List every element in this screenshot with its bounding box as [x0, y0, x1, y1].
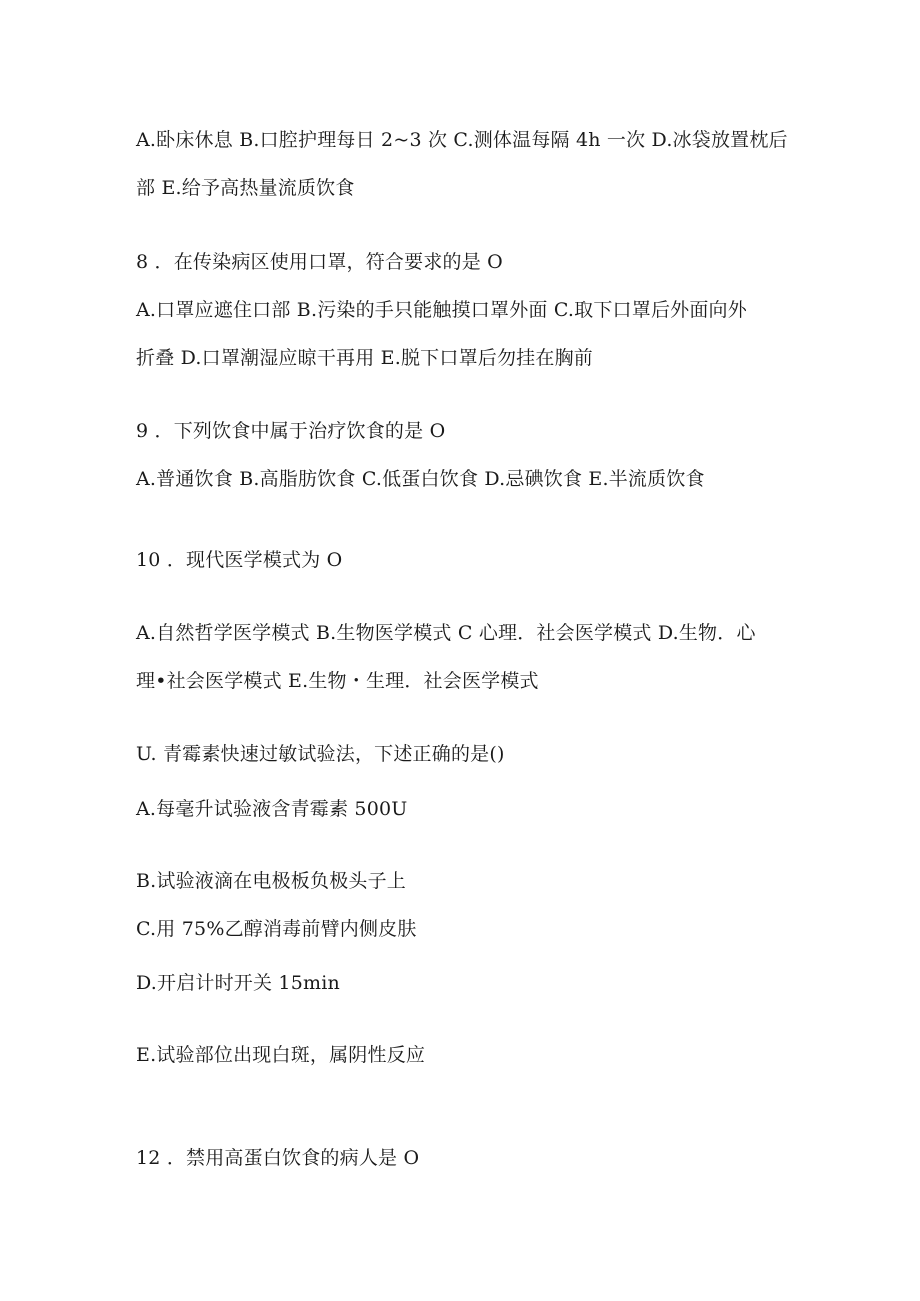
q10-options-line-2: 理•社会医学模式 E.生物・生理．社会医学模式: [136, 670, 539, 692]
q8-options-line-1: A.口罩应遮住口部 B.污染的手只能触摸口罩外面 C.取下口罩后外面向外: [136, 299, 747, 321]
q10-options-line-1: A.自然哲学医学模式 B.生物医学模式 C 心理．社会医学模式 D.生物．心: [136, 622, 756, 644]
q8-options-line-2: 折叠 D.口罩潮湿应晾干再用 E.脱下口罩后勿挂在胸前: [136, 347, 593, 369]
q11-option-b: B.试验液滴在电极板负极头子上: [136, 870, 407, 892]
q7-options-line-1: A.卧床休息 B.口腔护理每日 2~3 次 C.测体温每隔 4h 一次 D.冰袋放置枕后: [136, 129, 788, 151]
q9-question: 9 ．下列饮食中属于治疗饮食的是 O: [136, 420, 446, 442]
q11-option-e: E.试验部位出现白斑，属阴性反应: [136, 1044, 426, 1066]
q12-question: 12 ．禁用高蛋白饮食的病人是 O: [136, 1147, 420, 1169]
q9-options: A.普通饮食 B.高脂肪饮食 C.低蛋白饮食 D.忌碘饮食 E.半流质饮食: [136, 468, 705, 490]
q11-option-d: D.开启计时开关 15min: [136, 972, 340, 994]
q7-options-line-2: 部 E.给予高热量流质饮食: [136, 177, 355, 199]
q8-question: 8 ．在传染病区使用口罩，符合要求的是 O: [136, 251, 503, 273]
q11-option-c: C.用 75%乙醇消毒前臂内侧皮肤: [136, 918, 417, 940]
q11-option-a: A.每毫升试验液含青霉素 500U: [136, 798, 408, 820]
q11-question: U. 青霉素快速过敏试验法，下述正确的是(): [136, 743, 505, 765]
q10-question: 10 ．现代医学模式为 O: [136, 549, 343, 571]
